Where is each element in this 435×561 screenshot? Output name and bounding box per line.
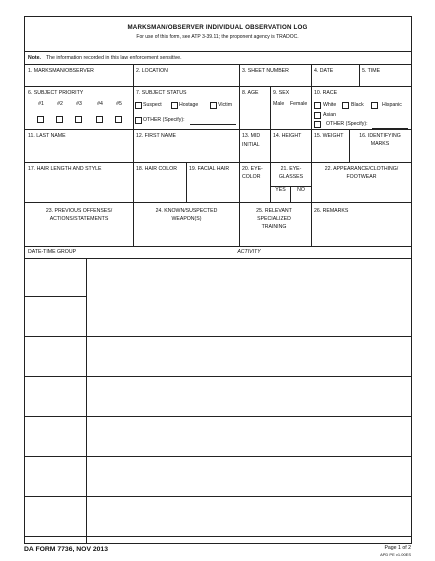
middle-initial-label-2: INITIAL xyxy=(242,142,260,148)
dtg-rule xyxy=(24,296,86,297)
divider xyxy=(239,162,240,202)
divider xyxy=(133,129,134,162)
status-suspect-checkbox[interactable] xyxy=(135,102,142,109)
race-black-checkbox[interactable] xyxy=(342,102,349,109)
time-label: 5. TIME xyxy=(362,68,381,74)
identifying-marks-label: 16. IDENTIFYING xyxy=(359,133,401,139)
sex-female-label: Female xyxy=(290,101,308,107)
weight-label: 15. WEIGHT xyxy=(314,133,344,139)
priority-5-checkbox[interactable] xyxy=(115,116,122,123)
race-other-checkbox[interactable] xyxy=(314,121,321,128)
training-label: 25. RELEVANT xyxy=(256,208,292,214)
priority-4-checkbox[interactable] xyxy=(96,116,103,123)
sex-label: 9. SEX xyxy=(273,90,290,96)
race-other-field[interactable] xyxy=(372,128,408,129)
height-label: 14. HEIGHT xyxy=(273,133,302,139)
frame-right xyxy=(411,16,412,544)
divider xyxy=(86,258,87,543)
divider xyxy=(270,129,271,162)
eye-glasses-label: 21. EYE- xyxy=(280,166,302,172)
eye-color-label-2: COLOR xyxy=(242,174,261,180)
date-label: 4. DATE xyxy=(314,68,334,74)
divider xyxy=(270,86,271,129)
divider xyxy=(239,64,240,86)
divider xyxy=(133,86,134,129)
rule xyxy=(24,64,412,65)
log-rule xyxy=(24,536,412,537)
divider xyxy=(133,162,134,202)
status-victim-label: Victim xyxy=(218,102,233,108)
rule xyxy=(24,202,412,203)
eye-color-label: 20. EYE- xyxy=(242,166,263,172)
race-label: 10. RACE xyxy=(314,90,338,96)
glasses-yes-label: YES xyxy=(275,187,286,193)
dtg-header: DATE-TIME GROUP xyxy=(28,249,77,255)
rule xyxy=(24,246,412,247)
priority-3-checkbox[interactable] xyxy=(75,116,82,123)
log-rule xyxy=(24,416,412,417)
race-black-label: Black xyxy=(351,102,364,108)
weapons-label-2: WEAPON(S) xyxy=(171,216,202,222)
race-white-label: White xyxy=(323,102,337,108)
rule xyxy=(24,162,412,163)
hair-color-label: 18. HAIR COLOR xyxy=(136,166,177,172)
frame-bottom xyxy=(24,543,412,544)
priority-1-checkbox[interactable] xyxy=(37,116,44,123)
divider xyxy=(311,86,312,129)
sex-male-label: Male xyxy=(273,101,285,107)
middle-initial-label: 13. MID xyxy=(242,133,261,139)
rule xyxy=(24,129,412,130)
status-hostage-checkbox[interactable] xyxy=(171,102,178,109)
divider xyxy=(133,64,134,86)
last-name-label: 11. LAST NAME xyxy=(28,133,66,139)
frame-top xyxy=(24,16,412,17)
training-label-2: SPECIALIZED xyxy=(257,216,291,222)
form-title: MARKSMAN/OBSERVER INDIVIDUAL OBSERVATION LOG xyxy=(127,24,308,31)
priority-5-label: #5 xyxy=(116,101,122,107)
divider xyxy=(239,86,240,129)
identifying-marks-label-2: MARKS xyxy=(370,141,390,147)
form-number: DA FORM 7736, NOV 2013 xyxy=(24,546,108,553)
race-asian-label: Asian xyxy=(323,112,336,118)
subject-priority-label: 6. SUBJECT PRIORITY xyxy=(28,90,84,96)
note-text: The information recorded in this law enforcement sensitive. xyxy=(46,55,182,61)
priority-2-label: #2 xyxy=(57,101,63,107)
subject-status-label: 7. SUBJECT STATUS xyxy=(136,90,187,96)
facial-hair-label: 19. FACIAL HAIR xyxy=(189,166,230,172)
marksman-label: 1. MARKSMAN/OBSERVER xyxy=(28,68,94,74)
first-name-label: 12. FIRST NAME xyxy=(136,133,176,139)
priority-2-checkbox[interactable] xyxy=(56,116,63,123)
eye-glasses-label-2: GLASSES xyxy=(278,174,304,180)
remarks-label: 26. REMARKS xyxy=(314,208,349,214)
hair-length-label: 17. HAIR LENGTH AND STYLE xyxy=(28,166,102,172)
weapons-label: 24. KNOWN/SUSPECTED xyxy=(155,208,218,214)
page-number: Page 1 of 2 xyxy=(384,545,411,551)
priority-4-label: #4 xyxy=(97,101,103,107)
priority-3-label: #3 xyxy=(76,101,82,107)
appearance-label-2: FOOTWEAR xyxy=(346,174,377,180)
form-version: APD PE v1.00ES xyxy=(380,552,411,557)
location-label: 2. LOCATION xyxy=(136,68,168,74)
race-hispanic-label: Hispanic xyxy=(382,102,402,108)
log-rule xyxy=(24,456,412,457)
age-label: 8. AGE xyxy=(242,90,259,96)
rule xyxy=(24,258,412,259)
status-hostage-label: Hostage xyxy=(179,102,199,108)
race-hispanic-checkbox[interactable] xyxy=(371,102,378,109)
status-suspect-label: Suspect xyxy=(143,102,162,108)
race-other-label: OTHER (Specify): xyxy=(326,121,368,127)
glasses-no-label: NO xyxy=(297,187,305,193)
note-label: Note. xyxy=(28,55,41,61)
training-label-3: TRAINING xyxy=(261,224,287,230)
divider xyxy=(186,162,187,202)
race-white-checkbox[interactable] xyxy=(314,102,321,109)
previous-offenses-label: 23. PREVIOUS OFFENSES/ xyxy=(45,208,113,214)
appearance-label: 22. APPEARANCE/CLOTHING/ xyxy=(324,166,399,172)
log-rule xyxy=(24,496,412,497)
previous-offenses-label-2: ACTIONS/STATEMENTS xyxy=(49,216,109,222)
form-subtitle: For use of this form, see ATP 3-39.11; the proponent agency is TRADOC. xyxy=(136,34,299,40)
divider xyxy=(311,64,312,86)
status-victim-checkbox[interactable] xyxy=(210,102,217,109)
rule xyxy=(24,51,412,52)
rule xyxy=(24,86,412,87)
divider xyxy=(311,129,312,162)
priority-1-label: #1 xyxy=(38,101,44,107)
log-rule xyxy=(24,376,412,377)
divider xyxy=(311,202,312,246)
status-other-label: OTHER (Specify): xyxy=(143,117,185,123)
status-other-checkbox[interactable] xyxy=(135,117,142,124)
divider xyxy=(239,129,240,162)
sheet-number-label: 3. SHEET NUMBER xyxy=(242,68,289,74)
status-other-field[interactable] xyxy=(190,124,236,125)
race-asian-checkbox[interactable] xyxy=(314,112,321,119)
activity-header: ACTIVITY xyxy=(237,249,261,255)
frame-left xyxy=(24,16,25,544)
divider xyxy=(359,64,360,86)
log-rule xyxy=(24,336,412,337)
